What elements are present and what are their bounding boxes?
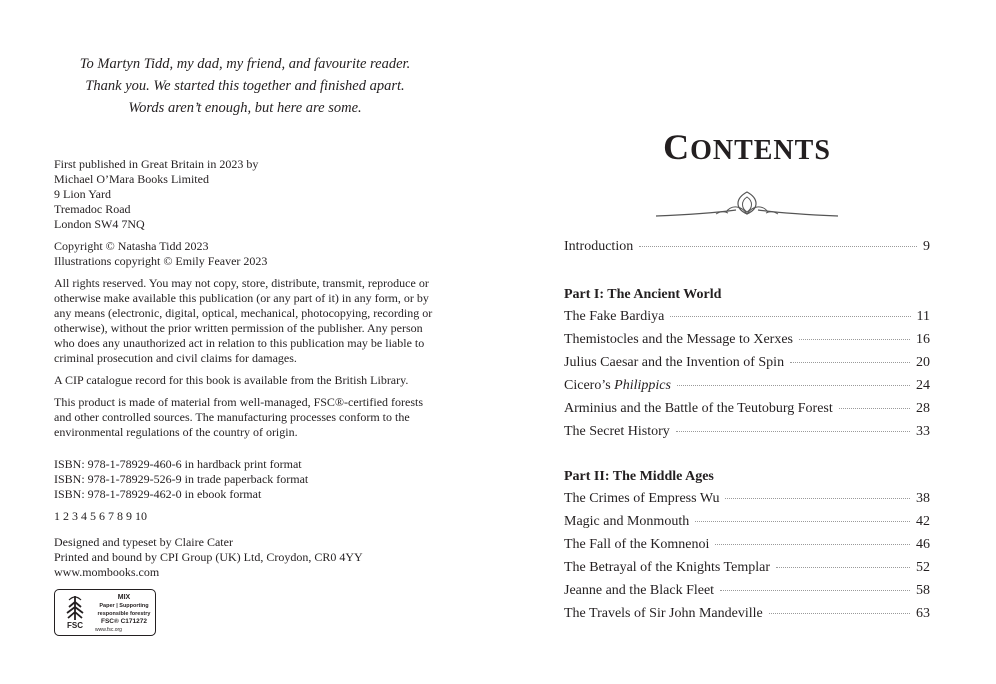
toc-entry-page: 52	[916, 560, 930, 575]
toc-entry-title: The Secret History	[564, 424, 670, 439]
dot-leader	[769, 613, 910, 614]
fsc-logo	[54, 589, 156, 636]
part-heading: Part II: The Middle Ages	[564, 469, 714, 484]
toc-entry-page: 38	[916, 491, 930, 506]
dot-leader	[839, 408, 910, 409]
fsc-line: responsible forestry	[97, 611, 151, 617]
toc-entry-page: 28	[916, 401, 930, 416]
toc-entry-page: 46	[916, 537, 930, 552]
contents-heading	[564, 126, 930, 168]
toc-entry-page: 42	[916, 514, 930, 529]
fsc-mix: MIX	[117, 594, 131, 601]
toc-entry-page: 24	[916, 378, 930, 393]
dot-leader	[715, 544, 910, 545]
dot-leader	[695, 521, 910, 522]
environment-notice: This product is made of material from well-managed, FSC®-certified forests and other controlled sources. The manufacturing processes conform to the environmental regulations of the country of origin.	[54, 395, 424, 439]
toc-entry-title-prefix: Cicero’s	[564, 378, 615, 393]
printing-line: 1 2 3 4 5 6 7 8 9 10	[54, 509, 147, 523]
publisher-line: Michael O’Mara Books Limited	[54, 172, 209, 186]
isbn-line: ISBN: 978-1-78929-462-0 in ebook format	[54, 487, 262, 501]
fsc-brand: FSC	[67, 621, 83, 630]
toc-entry-introduction[interactable]	[564, 239, 930, 261]
toc-entry-title: Arminius and the Battle of the Teutoburg Forest	[564, 401, 833, 416]
publisher-line: London SW4 7NQ	[54, 217, 145, 231]
dot-leader	[670, 316, 910, 317]
toc-entry-title: Julius Caesar and the Invention of Spin	[564, 355, 785, 370]
dedication	[54, 53, 436, 119]
toc-entry-title: The Travels of Sir John Mandeville	[564, 606, 763, 621]
dot-leader	[776, 567, 910, 568]
toc-entry[interactable]	[564, 424, 930, 446]
ornament-divider-icon	[656, 190, 838, 222]
toc-entry[interactable]	[564, 491, 930, 513]
dot-leader	[725, 498, 910, 499]
toc-entry-title: Jeanne and the Black Fleet	[564, 583, 715, 598]
dot-leader	[677, 385, 910, 386]
imprint	[54, 157, 436, 587]
toc-entry[interactable]	[564, 355, 930, 377]
publisher-line: First published in Great Britain in 2023 by	[54, 157, 259, 171]
toc-entry-page: 63	[916, 606, 930, 621]
dot-leader	[676, 431, 910, 432]
copyright-line: Illustrations copyright © Emily Feaver 2023	[54, 254, 268, 268]
dot-leader	[639, 246, 917, 247]
toc-entry-title: The Fake Bardiya	[564, 309, 665, 324]
publisher-block	[54, 157, 436, 232]
toc-entry[interactable]	[564, 537, 930, 559]
toc-entry[interactable]	[564, 378, 930, 400]
toc-entry[interactable]	[564, 332, 930, 354]
website: www.mombooks.com	[54, 565, 160, 579]
dedication-line: Thank you. We started this together and finished apart.	[85, 78, 405, 94]
toc-entry-title: Themistocles and the Message to Xerxes	[564, 332, 793, 347]
dedication-line: Words aren’t enough, but here are some.	[128, 100, 362, 116]
toc-entry-page: 9	[923, 239, 930, 254]
fsc-tree-icon	[60, 594, 90, 630]
toc-entry-title-italic: Philippics	[614, 378, 671, 393]
cip-notice: A CIP catalogue record for this book is available from the British Library.	[54, 373, 409, 387]
toc-entry-page: 11	[916, 309, 930, 324]
toc-entry[interactable]	[564, 606, 930, 628]
toc-entry-page: 16	[916, 332, 930, 347]
toc-entry-title: The Fall of the Komnenoi	[564, 537, 710, 552]
dot-leader	[790, 362, 910, 363]
toc-entry[interactable]	[564, 583, 930, 605]
toc-entry-title	[564, 378, 671, 394]
toc-entry-page: 33	[916, 424, 930, 439]
dot-leader	[799, 339, 910, 340]
fsc-site: www.fsc.org	[95, 627, 122, 633]
toc-entry-title: Magic and Monmouth	[564, 514, 690, 529]
toc-entry-page: 58	[916, 583, 930, 598]
fsc-code: FSC® C171272	[101, 618, 147, 625]
publisher-line: Tremadoc Road	[54, 202, 131, 216]
toc-entry-title: Introduction	[564, 239, 634, 254]
fsc-text	[95, 594, 153, 626]
contents-heading-rest: ONTENTS	[690, 135, 831, 166]
fsc-line: Paper | Supporting	[99, 603, 149, 609]
toc-entry[interactable]	[564, 560, 930, 582]
toc-entry-page: 20	[916, 355, 930, 370]
toc-entry[interactable]	[564, 401, 930, 423]
contents-heading-initial: C	[663, 127, 691, 167]
publisher-line: 9 Lion Yard	[54, 187, 112, 201]
isbn-line: ISBN: 978-1-78929-526-9 in trade paperback format	[54, 472, 309, 486]
isbn-block	[54, 457, 436, 502]
toc-entry-title: The Betrayal of the Knights Templar	[564, 560, 770, 575]
copyright-line: Copyright © Natasha Tidd 2023	[54, 239, 209, 253]
toc-entry[interactable]	[564, 309, 930, 331]
credits-block	[54, 535, 436, 580]
credits-line: Designed and typeset by Claire Cater	[54, 535, 233, 549]
isbn-line: ISBN: 978-1-78929-460-6 in hardback print format	[54, 457, 302, 471]
dedication-line: To Martyn Tidd, my dad, my friend, and favourite reader.	[79, 56, 411, 72]
toc-entry[interactable]	[564, 514, 930, 536]
copyright-block	[54, 239, 436, 269]
credits-line: Printed and bound by CPI Group (UK) Ltd, Croydon, CR0 4YY	[54, 550, 363, 564]
toc-entry-title: The Crimes of Empress Wu	[564, 491, 720, 506]
part-heading: Part I: The Ancient World	[564, 287, 722, 302]
rights-notice: All rights reserved. You may not copy, store, distribute, transmit, reproduce or otherwise make available this publication (or any part of it) in any form, or by any means (electronic, digital, optical, mechanical, photocopying, recording or otherwise), without the prior written permission of the publisher. Any person who does any unauthorized act in relation to this publication may be liable to criminal prosecution and civil claims for damages.	[54, 276, 433, 365]
dot-leader	[720, 590, 910, 591]
